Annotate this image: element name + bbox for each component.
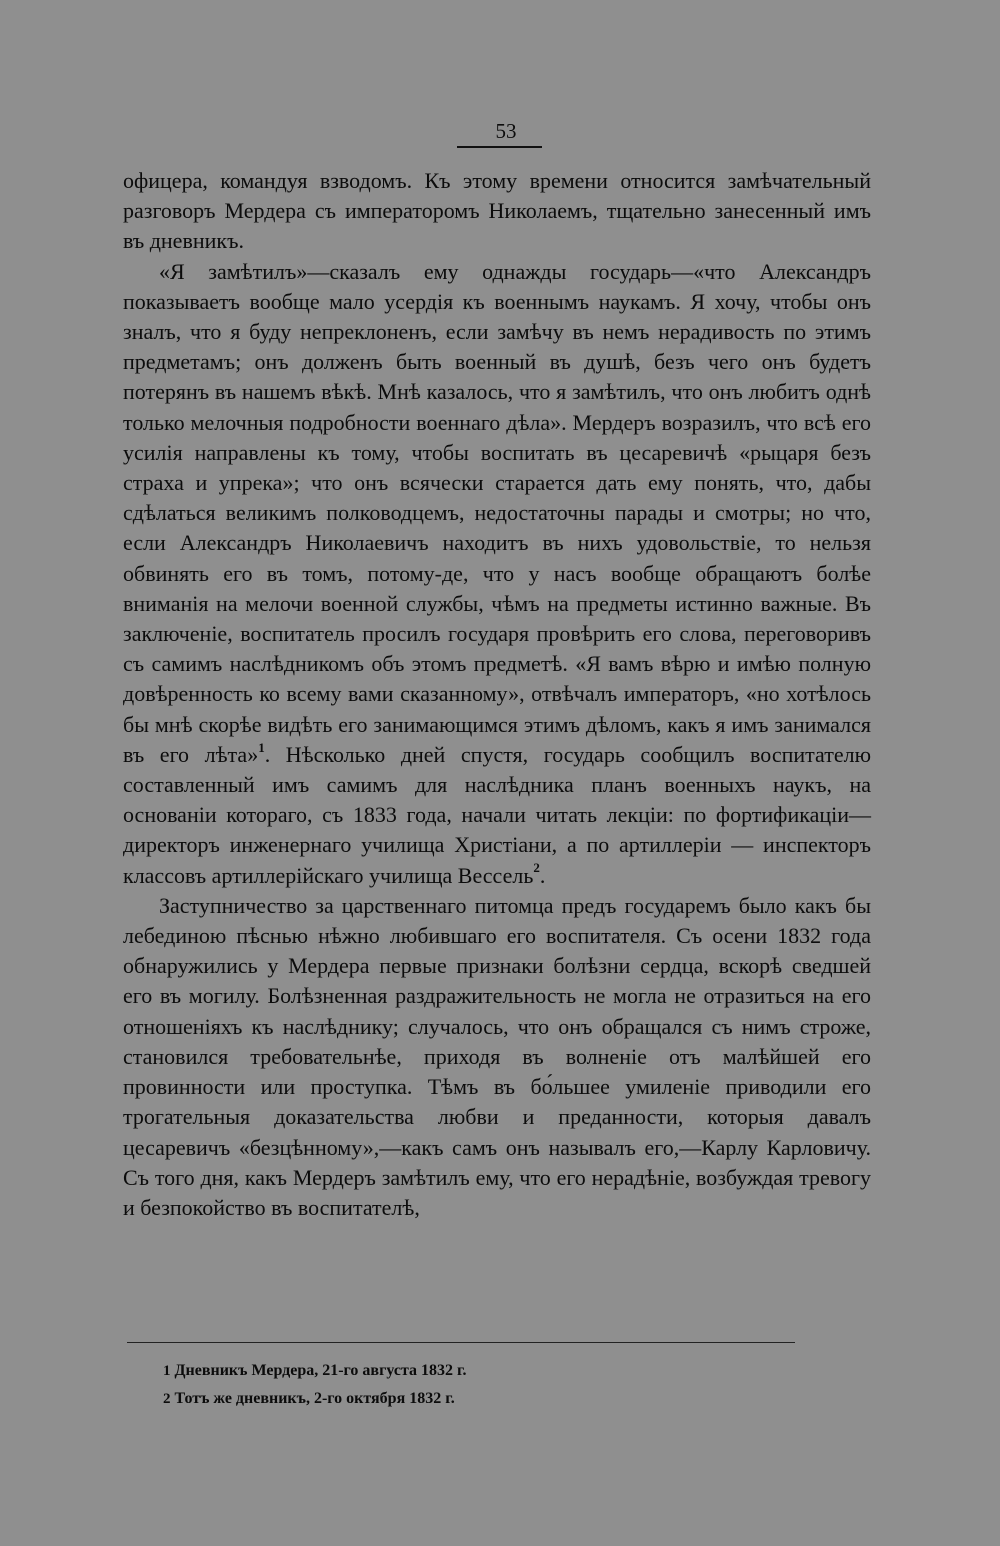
footnote-ref-2: 2 <box>533 860 540 876</box>
footnotes <box>163 1357 813 1413</box>
footnote-1 <box>163 1357 813 1385</box>
footnote-mark: 1 <box>163 1363 171 1379</box>
paragraph-text: . <box>539 862 546 888</box>
footnote-text: Дневникъ Мердера, 21-го августа 1832 г. <box>174 1362 467 1379</box>
paragraph-1 <box>123 166 871 257</box>
paragraph-3 <box>123 891 871 1223</box>
paragraph-2 <box>123 257 871 891</box>
footnote-mark: 2 <box>163 1391 171 1407</box>
footnote-2 <box>163 1385 813 1413</box>
paragraph-text: офицера, командуя взводомъ. Къ этому времени относится замѣчательный разговоръ Мердера съ императоромъ Николаемъ, тщательно занесенный имъ въ дневникъ. <box>123 168 871 254</box>
page-number: 53 <box>495 119 517 143</box>
footnote-rule <box>127 1342 795 1343</box>
body-text <box>123 166 871 1223</box>
paragraph-text: Заступничество за царственнаго питомца предъ государемъ было какъ бы лебединою пѣснью нѣжно любившаго его воспитателя. Съ осени 1832 года обнаружились у Мердера первые признаки болѣзни сердца, вскорѣ сведшей его въ могилу. Болѣзненная раздражительность не могла не отразиться на его отношеніяхъ къ наслѣднику; случалось, что онъ обращался съ нимъ строже, становился требовательнѣе, приходя въ волненіе отъ малѣйшей его провинности или проступка. Тѣмъ въ бо́льшее умиленіе приводили его трогательныя доказательства любви и преданности, которыя давалъ цесаревичъ «безцѣнному»,—какъ самъ онъ называлъ его,—Карлу Карловичу. Съ того дня, какъ Мердеръ замѣтилъ ему, что его нерадѣніе, возбуждая тревогу и безпокойство въ воспитателѣ, <box>123 892 871 1220</box>
footnote-ref-1: 1 <box>258 739 265 755</box>
page-number-rule <box>457 146 542 148</box>
footnote-text: Тотъ же дневникъ, 2-го октября 1832 г. <box>174 1390 455 1407</box>
paragraph-text: . Нѣсколько дней спустя, государь сообщилъ воспитателю составленный имъ самимъ для наслѣдника планъ военныхъ наукъ, на основаніи котораго, съ 1833 года, начали читать лекціи: по фортификаціи—директоръ инженернаго училища Христіани, а по артиллеріи — инспекторъ классовъ артиллерійскаго училища Вессель <box>123 741 872 888</box>
paragraph-text: «Я замѣтилъ»—сказалъ ему однажды государь—«что Александръ показываетъ вообще мало усердія къ военнымъ наукамъ. Я хочу, чтобы онъ зналъ, что я буду непреклоненъ, если замѣчу въ немъ нерадивость по этимъ предметамъ; онъ долженъ быть военный въ душѣ, безъ чего онъ будетъ потерянъ въ нашемъ вѣкѣ. Мнѣ казалось, что я замѣтилъ, что онъ любитъ однѣ только мелочныя подробности военнаго дѣла». Мердеръ возразилъ, что всѣ его усилія направлены къ тому, чтобы воспитать въ цесаревичѣ «рыцаря безъ страха и упрека»; что онъ всячески старается дать ему понять, что, дабы сдѣлаться великимъ полководцемъ, недостаточны парады и смотры; но что, если Александръ Николаевичъ находитъ въ нихъ удовольствіе, то нельзя обвинять его въ томъ, потому-де, что у насъ вообще обращаютъ болѣе вниманія на мелочи военной службы, чѣмъ на предметы истинно важные. Въ заключеніе, воспитатель просилъ государя провѣрить его слова, переговоривъ съ самимъ наслѣдникомъ объ этомъ предметѣ. «Я вамъ вѣрю и имѣю полную довѣренность ко всему вами сказанному», отвѣчалъ императоръ, «но хотѣлось бы мнѣ скорѣе видѣть его занимающимся этимъ дѣломъ, какъ я имъ занимался въ его лѣта» <box>123 258 871 767</box>
